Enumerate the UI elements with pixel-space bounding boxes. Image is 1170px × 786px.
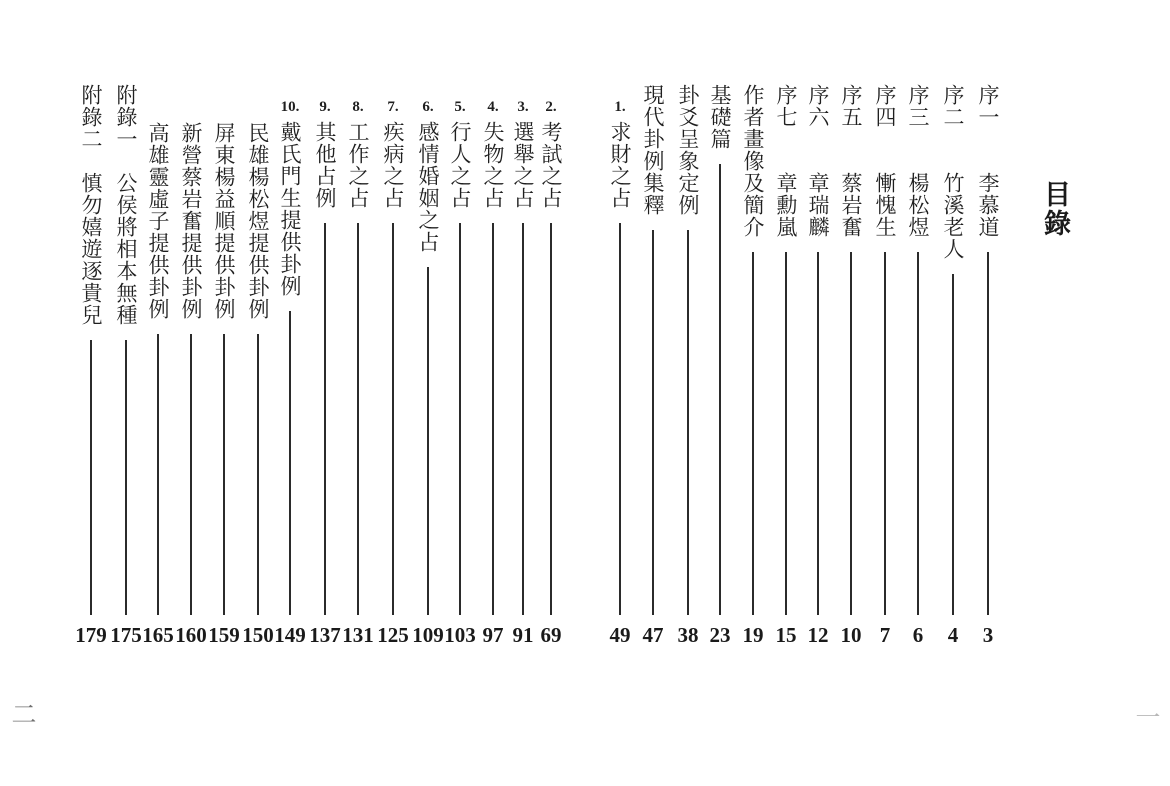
toc-leader-line (719, 164, 721, 615)
toc-entry (706, 84, 734, 646)
toc-leader-line (952, 274, 954, 615)
toc-leader-line (752, 252, 754, 615)
toc-entry-label: 屏東楊益順提供卦例 (212, 122, 236, 320)
toc-page-number: 23 (709, 623, 731, 647)
toc-page-number: 4 (947, 623, 959, 647)
toc-entry-number-prefix: 9. (319, 99, 331, 115)
toc-entry-label: 卦爻呈象定例 (676, 84, 700, 216)
toc-page-number: 12 (807, 623, 829, 647)
toc-entry (244, 84, 272, 646)
toc-entry (210, 84, 238, 646)
toc-leader-line (125, 340, 127, 615)
toc-entry-label: 序一 李慕道 (976, 84, 1000, 238)
toc-leader-line (850, 252, 852, 615)
toc-entry (974, 84, 1002, 646)
toc-entry-label: 附錄一 公侯將相本無種 (114, 84, 138, 326)
toc-entry (939, 84, 967, 646)
toc-entry-label: 10.戴氏門生提供卦例 (278, 99, 302, 297)
toc-leader-line (492, 223, 494, 615)
toc-page-number: 47 (642, 623, 664, 647)
toc-leader-line (917, 252, 919, 615)
toc-entry (606, 84, 634, 646)
toc-page-number: 49 (609, 623, 631, 647)
toc-entry-label: 5.行人之占 (448, 99, 472, 209)
toc-entry-number-prefix: 8. (352, 99, 364, 115)
toc-entry-label: 3.選舉之占 (511, 99, 535, 209)
toc-leader-line (884, 252, 886, 615)
toc-entry (77, 84, 105, 646)
toc-entry (871, 84, 899, 646)
folio-marker-right: 一 (1132, 704, 1159, 729)
toc-entry-number-prefix: 5. (454, 99, 466, 115)
toc-entry (479, 84, 507, 646)
toc-entry-label: 序六 章瑞麟 (806, 84, 830, 238)
toc-page-number: 179 (75, 623, 107, 647)
toc-entry (446, 84, 474, 646)
toc-page-number: 69 (540, 623, 562, 647)
toc-leader-line (223, 334, 225, 615)
toc-entry-label: 9.其他占例 (313, 99, 337, 209)
toc-entry-number-prefix: 2. (545, 99, 557, 115)
toc-entry-number-prefix: 1. (614, 99, 626, 115)
toc-entry (804, 84, 832, 646)
toc-entry-label: 序四 慚愧生 (873, 84, 897, 238)
toc-page-number: 91 (512, 623, 534, 647)
toc-page-number: 137 (309, 623, 341, 647)
toc-entry-label: 2.考試之占 (539, 99, 563, 209)
toc-page-number: 149 (274, 623, 306, 647)
toc-leader-line (652, 230, 654, 615)
toc-entry-label: 高雄靈虛子提供卦例 (146, 122, 170, 320)
toc-entry (772, 84, 800, 646)
toc-entry (674, 84, 702, 646)
toc-page-number: 15 (775, 623, 797, 647)
toc-entry (177, 84, 205, 646)
toc-entry-label: 序三 楊松煜 (906, 84, 930, 238)
toc-entry-label: 4.失物之占 (481, 99, 505, 209)
toc-page-number: 10 (840, 623, 862, 647)
toc-page-number: 38 (677, 623, 699, 647)
toc-entry-label: 現代卦例集釋 (641, 84, 665, 216)
toc-entry-label: 8.工作之占 (346, 99, 370, 209)
toc-page-number: 160 (175, 623, 207, 647)
toc-entry (112, 84, 140, 646)
toc-leader-line (550, 223, 552, 615)
toc-entry (904, 84, 932, 646)
toc-entry (537, 84, 565, 646)
toc-leader-line (817, 252, 819, 615)
toc-leader-line (392, 223, 394, 615)
toc-page-number: 175 (110, 623, 142, 647)
toc-entry-label: 基礎篇 (708, 84, 732, 150)
toc-entry (144, 84, 172, 646)
toc-leader-line (324, 223, 326, 615)
toc-entry-number-prefix: 7. (387, 99, 399, 115)
toc-entry-number-prefix: 6. (422, 99, 434, 115)
toc-leader-line (619, 223, 621, 615)
toc-entry-label: 序七 章勳嵐 (774, 84, 798, 238)
toc-leader-line (427, 267, 429, 615)
toc-page-number: 19 (742, 623, 764, 647)
toc-leader-line (157, 334, 159, 615)
toc-entry-label: 7.疾病之占 (381, 99, 405, 209)
toc-entry-label: 作者畫像及簡介 (741, 84, 765, 238)
toc-entry-number-prefix: 3. (517, 99, 529, 115)
toc-entry-label: 序五 蔡岩奮 (839, 84, 863, 238)
toc-entry (379, 84, 407, 646)
toc-entry-label: 6.感情婚姻之占 (416, 99, 440, 253)
toc-page-number: 109 (412, 623, 444, 647)
toc-entry (509, 84, 537, 646)
toc-leader-line (459, 223, 461, 615)
toc-page-number: 103 (444, 623, 476, 647)
toc-leader-line (190, 334, 192, 615)
toc-leader-line (987, 252, 989, 615)
toc-entry-label: 新營蔡岩奮提供卦例 (179, 122, 203, 320)
toc-leader-line (687, 230, 689, 615)
toc-entry-label: 序二 竹溪老人 (941, 84, 965, 260)
toc-page-number: 6 (912, 623, 924, 647)
toc-page-number: 131 (342, 623, 374, 647)
toc-leader-line (257, 334, 259, 615)
toc-page-number: 150 (242, 623, 274, 647)
toc-entry (739, 84, 767, 646)
toc-entry (344, 84, 372, 646)
toc-entry-label: 民雄楊松煜提供卦例 (246, 122, 270, 320)
folio-marker-left: 二 (8, 701, 35, 726)
toc-leader-line (522, 223, 524, 615)
toc-entry (639, 84, 667, 646)
toc-entry (311, 84, 339, 646)
page-title: 目錄 (1040, 180, 1070, 238)
toc-entry-number-prefix: 10. (280, 99, 300, 115)
toc-entry-label: 附錄二 慎勿嬉遊逐貴兒 (79, 84, 103, 326)
toc-page-number: 97 (482, 623, 504, 647)
toc-page-number: 165 (142, 623, 174, 647)
toc-leader-line (289, 311, 291, 615)
toc-leader-line (357, 223, 359, 615)
toc-leader-line (90, 340, 92, 615)
toc-page-number: 159 (208, 623, 240, 647)
toc-leader-line (785, 252, 787, 615)
toc-entry (276, 84, 304, 646)
toc-entry (837, 84, 865, 646)
toc-page-number: 125 (377, 623, 409, 647)
toc-page-number: 3 (982, 623, 994, 647)
toc-entry-number-prefix: 4. (487, 99, 499, 115)
toc-page-number: 7 (879, 623, 891, 647)
toc-entry (414, 84, 442, 646)
toc-entry-label: 1.求財之占 (608, 99, 632, 209)
